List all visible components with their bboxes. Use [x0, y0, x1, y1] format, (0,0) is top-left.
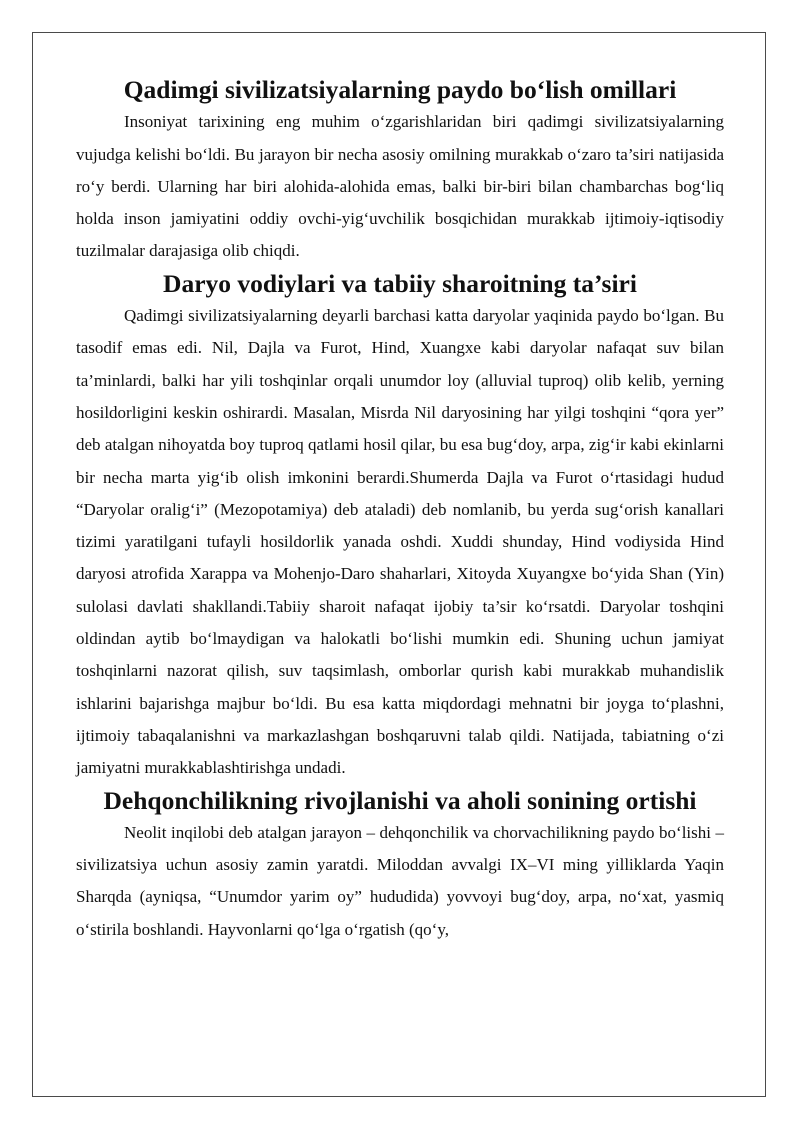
document-body	[76, 74, 724, 946]
section-heading-river-valleys: Daryo vodiylari va tabiiy sharoitning ta’siri	[163, 268, 637, 298]
paragraph-origins: Insoniyat tarixining eng muhim o‘zgarishlaridan biri qadimgi sivilizatsiyalarning vujudga kelishi bo‘ldi. Bu jarayon bir necha asosiy omilning murakkab o‘zaro ta’siri natijasida ro‘y berdi. Ularning har biri alohida-alohida emas, balki bir-biri bilan chambarchas bog‘liq holda inson jamiyatini oddiy ovchi-yig‘uvchilik bosqichidan murakkab ijtimoiy-iqtisodiy tuzilmalar darajasiga olib chiqdi.	[76, 112, 724, 261]
section-heading-origins: Qadimgi sivilizatsiyalarning paydo bo‘lish omillari	[123, 75, 677, 104]
paragraph-river-valleys: Qadimgi sivilizatsiyalarning deyarli barchasi katta daryolar yaqinida paydo bo‘lgan. Bu tasodif emas edi. Nil, Dajla va Furot, Hind, Xuangxe kabi daryolar nafaqat suv bilan ta’minlardi, balki har yili toshqinlar orqali unumdor loy (alluvial tuproq) olib kelib, yerning hosildorligini keskin oshirardi. Masalan, Misrda Nil daryosining har yilgi toshqini “qora yer” deb atalgan nihoyatda boy tuproq qatlami hosil qilar, bu esa bug‘doy, arpa, zig‘ir kabi ekinlarni bir necha marta yig‘ib olish imkonini berardi.Shumerda Dajla va Furot o‘rtasidagi hudud “Daryolar oralig‘i” (Mezopotamiya) deb ataladi) deb nomlanib, bu yerda sug‘orish kanallari tizimi yaratilgani tufayli hosildorlik yanada oshdi. Xuddi shunday, Hind vodiysida Hind daryosi atrofida Xarappa va Mohenjo-Daro shaharlari, Xitoyda Xuyangxe bo‘yida Shan (Yin) sulolasi davlati shakllandi.Tabiiy sharoit nafaqat ijobiy ta’sir ko‘rsatdi. Daryolar toshqini oldindan aytib bo‘lmaydigan va halokatli bo‘lishi mumkin edi. Shuning uchun jamiyat toshqinlarni nazorat qilish, suv taqsimlash, omborlar qurish kabi murakkab muhandislik ishlarini bajarishga majbur bo‘ldi. Bu esa katta miqdordagi mehnatni bir joyga to‘plashni, ijtimoiy tabaqalanishni va markazlashgan boshqaruvni talab qildi. Natijada, tabiatning o‘zi jamiyatni murakkablashtirishga undadi.	[76, 306, 724, 778]
paragraph-agriculture: Neolit inqilobi deb atalgan jarayon – dehqonchilik va chorvachilikning paydo bo‘lishi – sivilizatsiya uchun asosiy zamin yaratdi. Miloddan avvalgi IX–VI ming yilliklarda Yaqin Sharqda (ayniqsa, “Unumdor yarim oy” hududida) yovvoyi bug‘doy, arpa, no‘xat, yasmiq o‘stirila boshlandi. Hayvonlarni qo‘lga o‘rgatish (qo‘y,	[76, 822, 724, 939]
section-heading-agriculture: Dehqonchilikning rivojlanishi va aholi sonining ortishi	[103, 785, 697, 815]
